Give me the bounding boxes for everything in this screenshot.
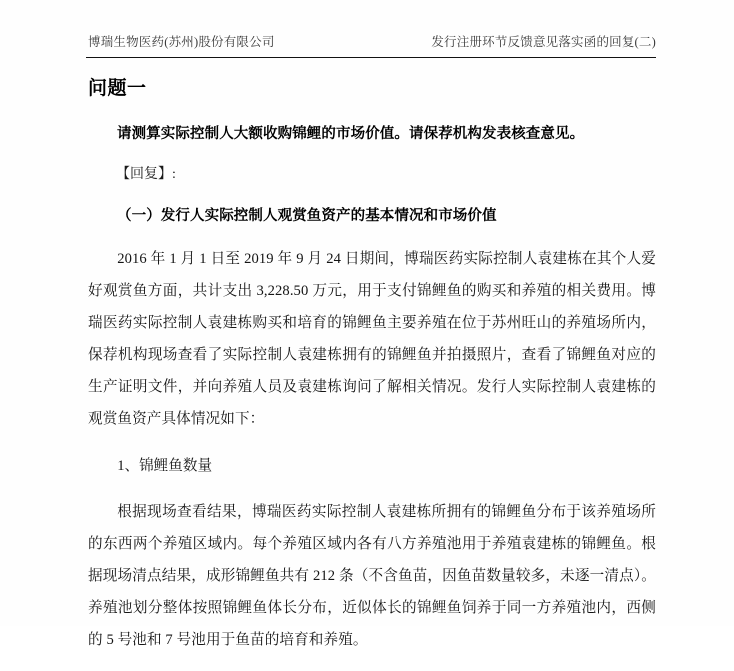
header-divider — [86, 57, 656, 58]
running-header — [88, 34, 656, 50]
question-statement: 请测算实际控制人大额收购锦鲤的市场价值。请保荐机构发表核查意见。 — [117, 125, 585, 142]
section-heading: （一）发行人实际控制人观赏鱼资产的基本情况和市场价值 — [117, 208, 497, 225]
subsection-heading-fish-count: 1、锦鲤鱼数量 — [117, 457, 213, 474]
paragraph-fish-count: 根据现场查看结果，博瑞医药实际控制人袁建栋所拥有的锦鲤鱼分布于该养殖场所的东西两个养殖区域内。每个养殖区域内各有八方养殖池用于养殖袁建栋的锦鲤鱼。根据现场清点结果，成形锦鲤鱼共有 212 条（不含鱼苗，因鱼苗数量较多，未逐一清点）。养殖池划分整体按照锦鲤鱼体长分布，近似体长的锦鲤鱼饲养于同一方养殖池内，西侧的 5 号池和 7 号池用于鱼苗的培育和养殖。 — [88, 504, 656, 649]
reply-label: 【回复】: — [116, 167, 176, 183]
document-body — [88, 76, 656, 671]
page-title: 问题一 — [88, 77, 147, 99]
header-company-name: 博瑞生物医药(苏州)股份有限公司 — [88, 35, 275, 49]
header-document-name: 发行注册环节反馈意见落实函的回复(二) — [431, 35, 656, 49]
paragraph-overview: 2016 年 1 月 1 日至 2019 年 9 月 24 日期间，博瑞医药实际控制人袁建栋在其个人爱好观赏鱼方面，共计支出 3,228.50 万元，用于支付锦鲤鱼的购买和养殖的相关费用。博瑞医药实际控制人袁建栋购买和培育的锦鲤鱼主要养殖在位于苏州旺山的养殖场所内，保荐机构现场查看了实际控制人袁建栋拥有的锦鲤鱼并拍摄照片，查看了锦鲤鱼对应的生产证明文件，并向养殖人员及袁建栋询问了解相关情况。发行人实际控制人袁建栋的观赏鱼资产具体情况如下： — [88, 251, 656, 428]
